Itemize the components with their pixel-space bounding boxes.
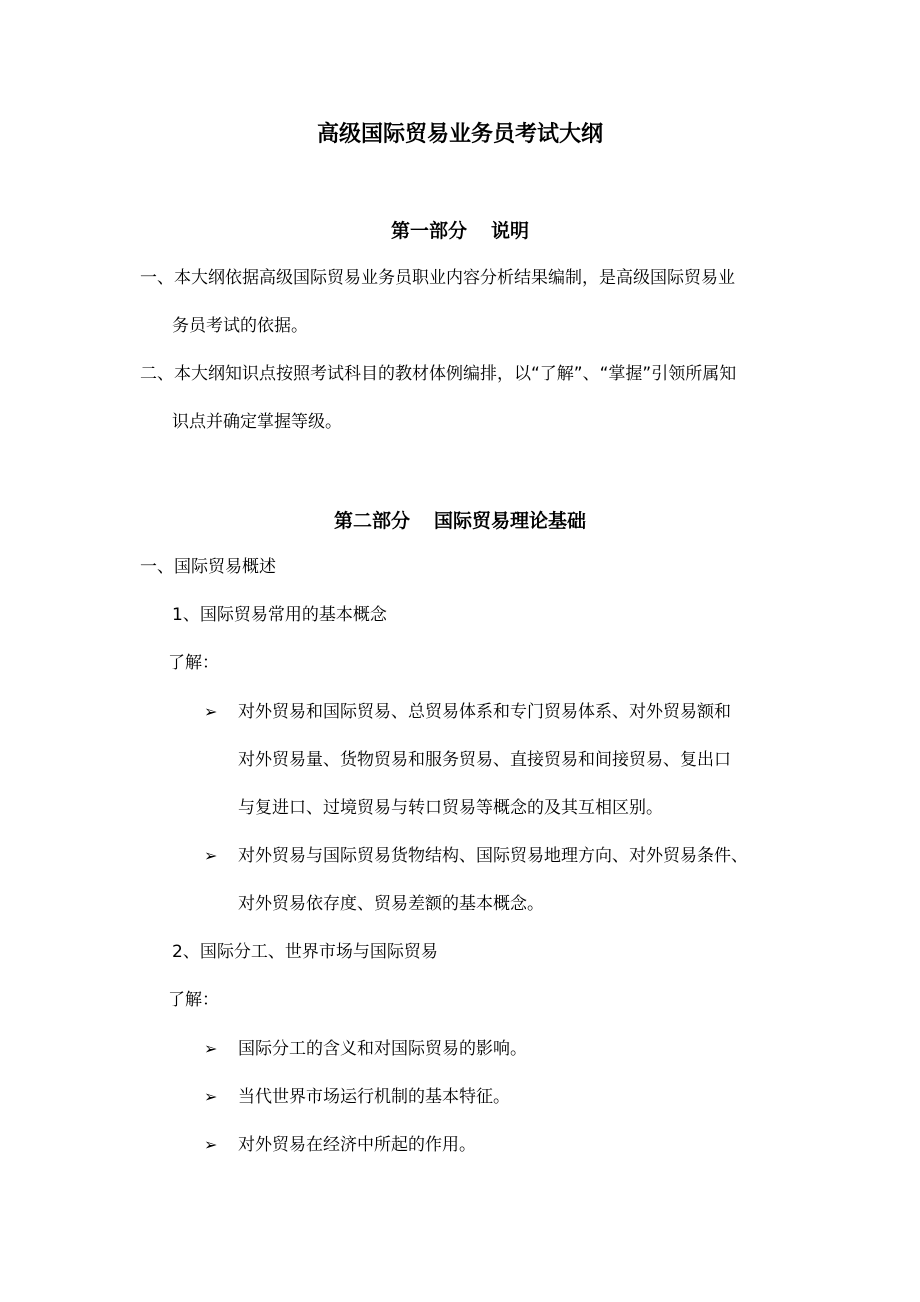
part2-heading-number: 第二部分 <box>333 510 410 532</box>
sub2-bullet3: 对外贸易在经济中所起的作用。 <box>238 1135 476 1155</box>
sub1-bullet1-line1: 对外贸易和国际贸易、总贸易体系和专门贸易体系、对外贸易额和 <box>238 702 731 722</box>
part2-sub2-heading: 2、国际分工、世界市场与国际贸易 <box>172 942 438 962</box>
sub1-bullet2-line2: 对外贸易依存度、贸易差额的基本概念。 <box>238 894 544 914</box>
sub1-bullet1-line3: 与复进口、过境贸易与转口贸易等概念的及其互相区别。 <box>238 798 663 818</box>
arrow-bullet-icon: ➢ <box>204 1087 218 1106</box>
sub1-bullet1-line2: 对外贸易量、货物贸易和服务贸易、直接贸易和间接贸易、复出口 <box>238 750 731 770</box>
part1-item2-line2: 识点并确定掌握等级。 <box>172 412 342 432</box>
arrow-bullet-icon: ➢ <box>204 1135 218 1154</box>
arrow-bullet-icon: ➢ <box>204 846 218 865</box>
part1-heading-title: 说明 <box>491 220 530 242</box>
part1-item2-line1: 二、本大纲知识点按照考试科目的教材体例编排，以“了解”、“掌握”引领所属知 <box>140 364 737 384</box>
part2-section1: 一、国际贸易概述 <box>140 557 276 577</box>
part2-sub2-understand: 了解： <box>168 990 219 1010</box>
part1-heading <box>0 218 920 244</box>
part1-item1-line1: 一、本大纲依据高级国际贸易业务员职业内容分析结果编制，是高级国际贸易业 <box>140 268 735 288</box>
part2-sub1-heading: 1、国际贸易常用的基本概念 <box>172 605 387 625</box>
sub1-bullet2-line1: 对外贸易与国际贸易货物结构、国际贸易地理方向、对外贸易条件、 <box>238 846 748 866</box>
arrow-bullet-icon: ➢ <box>204 1039 218 1058</box>
arrow-bullet-icon: ➢ <box>204 702 218 721</box>
part2-heading-title: 国际贸易理论基础 <box>434 510 587 532</box>
part2-sub1-understand: 了解： <box>168 653 219 673</box>
sub2-bullet1: 国际分工的含义和对国际贸易的影响。 <box>238 1039 527 1059</box>
part2-heading <box>0 508 920 534</box>
sub2-bullet2: 当代世界市场运行机制的基本特征。 <box>238 1087 510 1107</box>
part1-heading-number: 第一部分 <box>390 220 467 242</box>
part1-item1-line2: 务员考试的依据。 <box>172 316 308 336</box>
document-title: 高级国际贸易业务员考试大纲 <box>316 122 603 147</box>
